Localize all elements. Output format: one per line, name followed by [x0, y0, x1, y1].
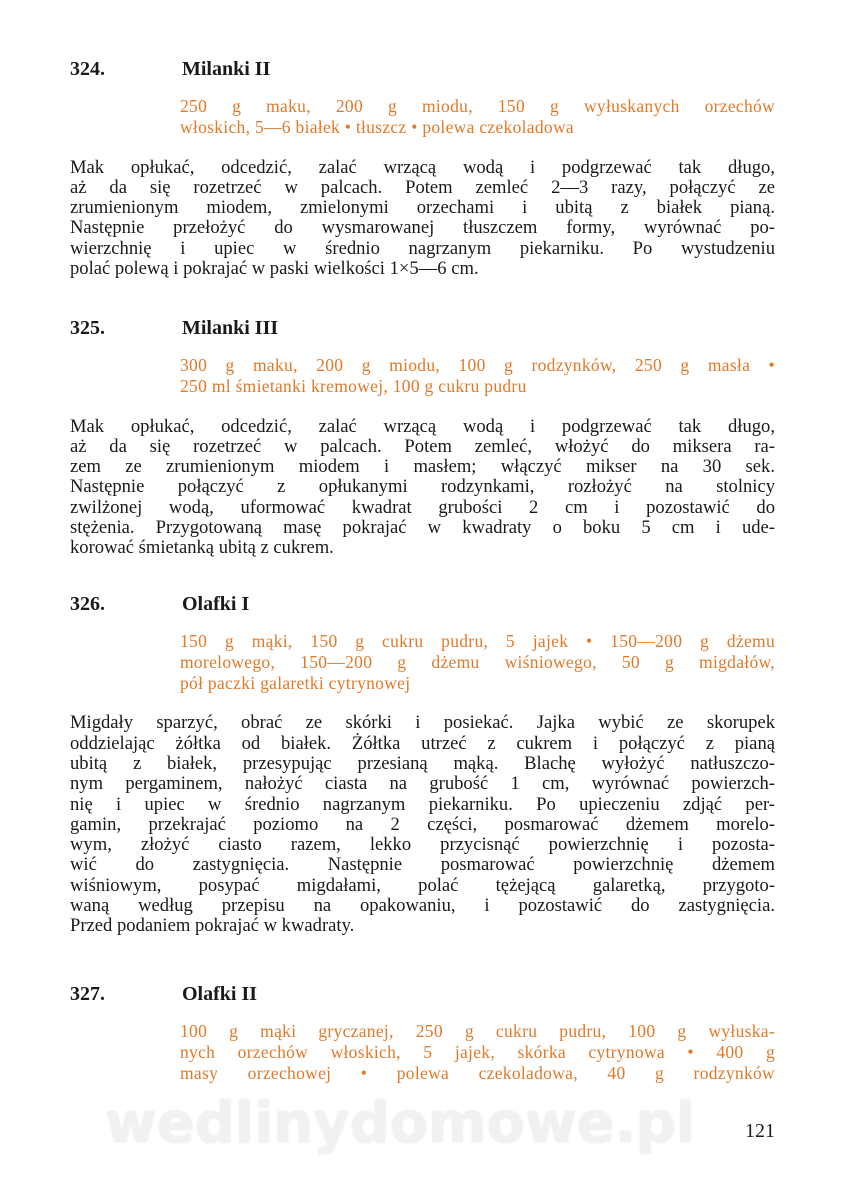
instructions-line: Przed podaniem pokrajać w kwadraty. — [70, 915, 355, 937]
ingredients-list — [180, 355, 775, 397]
ingredients-line: włoskich, 5—6 białek • tłuszcz • polewa czekoladowa — [180, 116, 574, 137]
instructions-line: aż da się rozetrzeć w palcach. Potem zemleć, włożyć do miksera ra- — [70, 435, 775, 457]
ingredients-line: masy orzechowej • polewa czekoladowa, 40 g rodzynków — [180, 1062, 775, 1083]
ingredients-line: nych orzechów włoskich, 5 jajek, skórka cytrynowa • 400 g — [180, 1041, 775, 1062]
recipe-325 — [70, 317, 775, 559]
instructions-line: Mak opłukać, odcedzić, zalać wrzącą wodą i podgrzewać tak długo, — [70, 156, 775, 178]
recipe-heading — [70, 983, 775, 1007]
recipe-heading — [70, 593, 775, 617]
ingredients-line: pół paczki galaretki cytrynowej — [180, 672, 411, 693]
ingredients-list — [180, 631, 775, 693]
recipe-title: Olafki II — [182, 983, 258, 1005]
ingredients-line: 250 ml śmietanki kremowej, 100 g cukru pudru — [180, 375, 527, 396]
instructions-line: wiśniowym, posypać migdałami, polać tężejącą galaretką, przygoto- — [70, 874, 775, 896]
page-number: 121 — [745, 1120, 775, 1142]
instructions-line: wym, złożyć ciasto razem, lekko przycisnąć powierzchnię i pozosta- — [70, 834, 775, 856]
instructions-line: Następnie przełożyć do wysmarowanej tłuszczem formy, wyrównać po- — [70, 217, 775, 239]
recipe-title: Milanki III — [182, 317, 279, 339]
recipe-number: 325. — [70, 317, 105, 339]
instructions-line: stężenia. Przygotowaną masę pokrajać w kwadraty o boku 5 cm i ude- — [70, 517, 775, 539]
instructions-line: wić do zastygnięcia. Następnie posmarować powierzchnię dżemem — [70, 854, 775, 876]
recipe-title: Milanki II — [182, 58, 271, 80]
ingredients-list — [180, 96, 775, 138]
instructions-line: gamin, przekrajać poziomo na 2 części, posmarować dżemem morelo- — [70, 813, 775, 835]
instructions-line: nię i upiec w średnio nagrzanym piekarniku. Po upieczeniu zdjąć per- — [70, 793, 775, 815]
recipe-heading — [70, 58, 775, 82]
instructions — [70, 417, 775, 559]
recipe-heading — [70, 317, 775, 341]
ingredients-line: 250 g maku, 200 g miodu, 150 g wyłuskanych orzechów — [180, 96, 775, 116]
instructions-line: ubitą z białek, przesypując przesianą mąką. Blachę wyłożyć natłuszczo- — [70, 752, 775, 774]
ingredients-line: 100 g mąki gryczanej, 250 g cukru pudru, 100 g wyłuska- — [180, 1021, 775, 1041]
recipe-title: Olafki I — [182, 593, 250, 615]
ingredients-line: morelowego, 150—200 g dżemu wiśniowego, 50 g migdałów, — [180, 651, 775, 672]
ingredients-list — [180, 1021, 775, 1083]
instructions-line: zwilżonej wodą, uformować kwadrat grubości 2 cm i pozostawić do — [70, 496, 775, 518]
instructions — [70, 713, 775, 936]
recipe-326 — [70, 593, 775, 937]
ingredients-line: 300 g maku, 200 g miodu, 100 g rodzynków, 250 g masła • — [180, 355, 775, 375]
instructions-line: Migdały sparzyć, obrać ze skórki i posiekać. Jajka wybić ze skorupek — [70, 712, 775, 734]
watermark: wedlinydomowe.pl — [105, 1092, 696, 1156]
recipe-324 — [70, 58, 775, 279]
instructions-line: Mak opłukać, odcedzić, zalać wrzącą wodą i podgrzewać tak długo, — [70, 415, 775, 437]
instructions-line: nym pergaminem, nałożyć ciasta na grubość 1 cm, wyrównać powierzch- — [70, 773, 775, 795]
instructions-line: aż da się rozetrzeć w palcach. Potem zemleć 2—3 razy, połączyć ze — [70, 176, 775, 198]
instructions-line: zrumienionym miodem, zmielonymi orzechami i ubitą z białek pianą. — [70, 197, 775, 219]
recipe-327 — [70, 983, 775, 1083]
recipe-number: 326. — [70, 593, 105, 615]
instructions-line: polać polewą i pokrajać w paski wielkości 1×5—6 cm. — [70, 258, 479, 280]
instructions-line: wierzchnię i upiec w średnio nagrzanym piekarniku. Po wystudzeniu — [70, 237, 775, 259]
instructions-line: oddzielając żółtka od białek. Żółtka utrzeć z cukrem i połączyć z pianą — [70, 732, 775, 754]
instructions-line: waną według przepisu na opakowaniu, i pozostawić do zastygnięcia. — [70, 895, 775, 917]
ingredients-line: 150 g mąki, 150 g cukru pudru, 5 jajek • 150—200 g dżemu — [180, 631, 775, 651]
instructions-line: Następnie połączyć z opłukanymi rodzynkami, rozłożyć na stolnicy — [70, 476, 775, 498]
instructions-line: korować śmietanką ubitą z cukrem. — [70, 537, 334, 559]
recipe-number: 327. — [70, 983, 105, 1005]
instructions — [70, 158, 775, 280]
recipe-number: 324. — [70, 58, 105, 80]
instructions-line: zem ze zrumienionym miodem i masłem; włączyć mikser na 30 sek. — [70, 456, 775, 478]
